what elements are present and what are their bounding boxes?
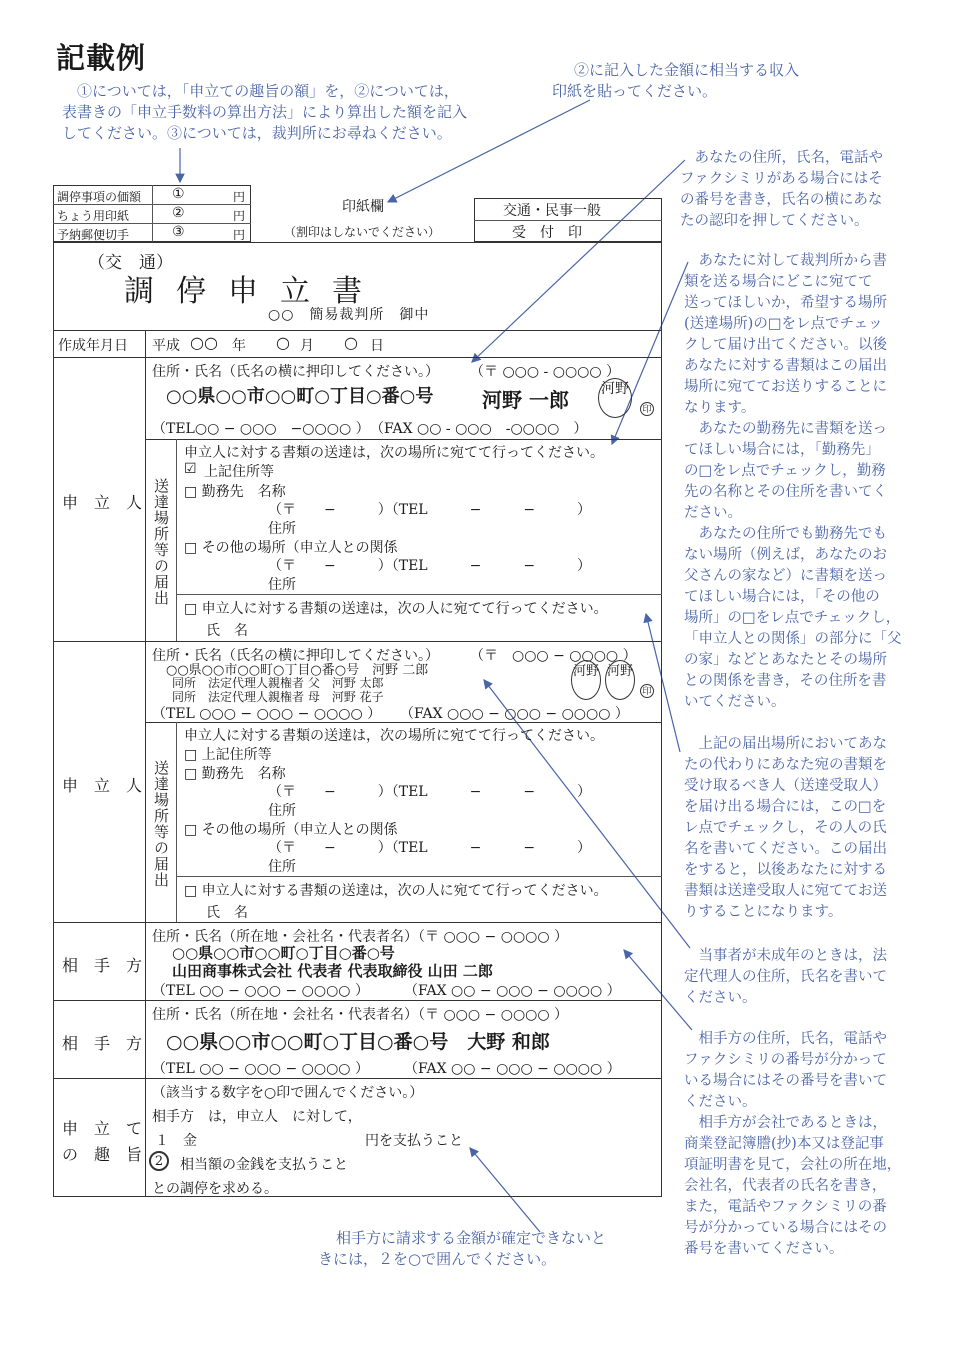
applicant1-opt-other[interactable]: □ その他の場所（申立人との関係 xyxy=(184,540,398,556)
respondent2-role: 相 手 方 xyxy=(62,1034,143,1053)
applicant2-line3: 同所 法定代理人親権者 母 河野 花子 xyxy=(172,690,384,704)
applicant2-opt-work[interactable]: □ 勤務先 名称 xyxy=(184,766,286,782)
applicant2-opt-other-addr: 住所 xyxy=(268,859,296,875)
applicant2-opt-home[interactable]: □ 上記住所等 xyxy=(184,747,272,763)
applicant1-seal-mark: 印 xyxy=(640,402,654,416)
fee-num-1: ① xyxy=(172,186,185,202)
applicant1-opt-work-addr: 住所 xyxy=(268,521,296,537)
fee-num-2: ② xyxy=(172,205,185,221)
applicant2-role: 申 立 人 xyxy=(62,776,143,795)
applicant2-tel: （TEL ○○○ − ○○○ − ○○○○ ） xyxy=(152,706,382,722)
respondent1-address: ○○県○○市○○町○丁目○番○号 xyxy=(172,944,395,962)
date-year: ○○ xyxy=(190,333,218,352)
form-category: （交 通） xyxy=(88,253,173,273)
applicant1-opt-work-postal: （〒 − ）（TEL − − ） xyxy=(268,502,592,518)
fee-unit-1: 円 xyxy=(233,190,246,204)
applicant2-seal-a: 河野 xyxy=(571,660,601,700)
note-fee-instructions: ①については，「申立ての趣旨の額」を，②については， 表書きの「申立手数料の算出方法」により算出した額を記入 してください。③については，裁判所にお尋ねください。 xyxy=(62,82,468,142)
respondent1-fax: （FAX ○○ − ○○○ − ○○○○ ） xyxy=(404,983,621,999)
page-title: 記載例 xyxy=(56,41,147,75)
applicant2-service-intro: 申立人に対する書類の送達は，次の場所に宛てて行ってください。 xyxy=(184,728,604,744)
applicant1-service-intro: 申立人に対する書類の送達は，次の場所に宛てて行ってください。 xyxy=(184,445,604,461)
purpose-opt2-circled[interactable]: 2 xyxy=(149,1151,169,1171)
purpose-line1: 相手方 は，申立人 に対して， xyxy=(152,1109,362,1125)
applicant1-name: 河野 一郎 xyxy=(482,388,569,412)
form-title: 調停申立書 xyxy=(124,274,384,309)
applicant2-seal-mark: 印 xyxy=(640,684,654,698)
purpose-role: 申 立 て の 趣 旨 xyxy=(62,1119,143,1164)
applicant1-recipient-name: 氏 名 xyxy=(206,623,248,639)
court-name: ○○ 簡易裁判所 御中 xyxy=(268,307,430,323)
applicant2-line1: ○○県○○市○○町○丁目○番○号 河野 二郎 xyxy=(166,663,429,678)
fee-num-3: ③ xyxy=(172,224,185,240)
note-service-recipient: 上記の届出場所においてあな たの代わりにあなた宛の書類を 受け取るべき人（送達受取人） を届け出る場合には，この□を レ点でチェックし，その人の氏 名を書いてください。この届出 をすると，以後あなたに対する 書類は送達受取人に宛ててお送 りすることになります。 xyxy=(684,736,887,920)
fee-label-value: 調停事項の価額 xyxy=(57,190,142,204)
note-applicant-address: あなたの住所，氏名，電話や ファクシミリがある場合にはそ の番号を書き，氏名の横にあな たの認印を押してください。 xyxy=(680,150,883,229)
note-respondent: 相手方の住所，氏名，電話や ファクシミリの番号が分かって いる場合にはその番号を書いて ください。 相手方が会社であるときは， 商業登記簿謄(抄)本又は登記事 項証明書を見て，会社の所在地， 会社名，代表者の氏名を書き， また，電話やファクシミリの番 号が分かっている場合にはその 番号を書いてください。 xyxy=(684,1031,902,1257)
note-amount-undetermined: 相手方に請求する金額が確定できないと きには，２を○で囲んでください。 xyxy=(318,1229,607,1268)
respondent2-fax: （FAX ○○ − ○○○ − ○○○○ ） xyxy=(404,1061,621,1077)
date-label: 作成年月日 xyxy=(58,338,128,354)
applicant2-postal: （〒 ○○○ − ○○○○ ） xyxy=(470,648,637,664)
date-year-unit: 年 xyxy=(232,338,246,354)
applicant2-seal-b: 河野 xyxy=(605,660,635,700)
respondent2-addr-label: 住所・氏名（所在地・会社名・代表者名）（〒 ○○○ − ○○○○ ） xyxy=(152,1007,569,1023)
applicant1-addr-label: 住所・氏名（氏名の横に押印してください。） xyxy=(152,364,439,380)
applicant1-seal: 河野 xyxy=(598,378,632,418)
applicant1-tel: （TEL○○ − ○○○ −○○○○ ） xyxy=(152,421,370,437)
note-minor-party: 当事者が未成年のときは，法 定代理人の住所，氏名を書いて ください。 xyxy=(684,948,887,1006)
date-month-unit: 月 xyxy=(300,338,314,354)
applicant2-recipient[interactable]: □ 申立人に対する書類の送達は，次の人に宛てて行ってください。 xyxy=(184,883,608,899)
respondent2-tel: （TEL ○○ − ○○○ − ○○○○ ） xyxy=(152,1061,369,1077)
applicant1-opt-home: 上記住所等 xyxy=(204,464,274,480)
date-day: ○ xyxy=(344,333,358,352)
reception-label: 受 付 印 xyxy=(512,225,582,241)
reception-title: 交通・民事一般 xyxy=(503,203,601,219)
fee-label-postage: 予納郵便切手 xyxy=(57,228,130,242)
applicant1-opt-work[interactable]: □ 勤務先 名称 xyxy=(184,484,286,500)
applicant1-fax: （FAX ○○ - ○○○ -○○○○ ） xyxy=(370,421,588,437)
applicant1-address: ○○県○○市○○町○丁目○番○号 xyxy=(166,386,434,407)
respondent1-tel: （TEL ○○ − ○○○ − ○○○○ ） xyxy=(152,983,369,999)
applicant1-recipient[interactable]: □ 申立人に対する書類の送達は，次の人に宛てて行ってください。 xyxy=(184,601,608,617)
date-era: 平成 xyxy=(152,338,180,354)
applicant2-opt-other-postal: （〒 − ）（TEL − − ） xyxy=(268,840,592,856)
stamp-area-note: （割印はしないでください） xyxy=(284,225,441,239)
applicant2-opt-work-postal: （〒 − ）（TEL − − ） xyxy=(268,784,592,800)
applicant1-opt-other-postal: （〒 − ）（TEL − − ） xyxy=(268,558,592,574)
respondent1-role: 相 手 方 xyxy=(62,956,143,975)
applicant2-addr-label: 住所・氏名（氏名の横に押印してください。） xyxy=(152,648,439,664)
applicant1-postal: （〒 ○○○ - ○○○○ ） xyxy=(470,364,621,380)
applicant1-checkbox-home[interactable]: ☑ xyxy=(184,461,197,477)
applicant2-recipient-name: 氏 名 xyxy=(206,905,248,921)
fee-unit-3: 円 xyxy=(233,228,246,242)
applicant2-service-title: 送達場所等の届出 xyxy=(152,760,170,888)
applicant1-opt-other-addr: 住所 xyxy=(268,577,296,593)
fee-unit-2: 円 xyxy=(233,209,246,223)
fee-label-stamp: ちょう用印紙 xyxy=(57,209,130,223)
note-revenue-stamp: ②に記入した金額に相当する収入 印紙を貼ってください。 xyxy=(552,61,800,100)
purpose-opt2: 相当額の金銭を支払うこと xyxy=(180,1157,348,1173)
respondent1-name: 山田商事株式会社 代表者 代表取締役 山田 二郎 xyxy=(172,962,493,980)
date-month: ○ xyxy=(276,333,290,352)
applicant2-fax: （FAX ○○○ − ○○○ − ○○○○ ） xyxy=(400,706,629,722)
respondent2-line: ○○県○○市○○町○丁目○番○号 大野 和郎 xyxy=(166,1031,550,1053)
respondent1-addr-label: 住所・氏名（所在地・会社名・代表者名）（〒 ○○○ − ○○○○ ） xyxy=(152,929,569,945)
applicant2-opt-work-addr: 住所 xyxy=(268,803,296,819)
purpose-opt1: １ 金 円を支払うこと xyxy=(155,1133,463,1149)
applicant1-service-title: 送達場所等の届出 xyxy=(152,478,170,606)
note-service-location: あなたに対して裁判所から書 類を送る場合にどこに宛てて 送ってほしいか，希望する場所 (送達場所)の□をレ点でチェッ クして届け出てください。以後 あなたに対する書類はこの届出 場所に宛ててお送りすることに なります。 あなたの勤務先に書類を送っ てほしい場合には，「勤務先」 の□をレ点でチェックし，勤務 先の名称とその住所を書いてく ださい。 あなたの住所でも勤務先でも ない場所（例えば，あなたのお 父さんの家など）に書類を送っ てほしい場合には，「その他の 場所」の□をレ点でチェックし， 「申立人との関係」の部分に「父 の家」などとあなたとその場所 との関係を書き，その住所を書 いてください。 xyxy=(684,253,902,710)
stamp-area-label: 印紙欄 xyxy=(342,199,384,215)
applicant2-line2: 同所 法定代理人親権者 父 河野 太郎 xyxy=(172,676,384,690)
purpose-instruction: （該当する数字を○印で囲んでください。） xyxy=(152,1085,424,1101)
date-day-unit: 日 xyxy=(370,338,384,354)
applicant2-opt-other[interactable]: □ その他の場所（申立人との関係 xyxy=(184,822,398,838)
applicant1-role: 申 立 人 xyxy=(62,493,143,512)
purpose-closing: との調停を求める。 xyxy=(152,1181,278,1197)
